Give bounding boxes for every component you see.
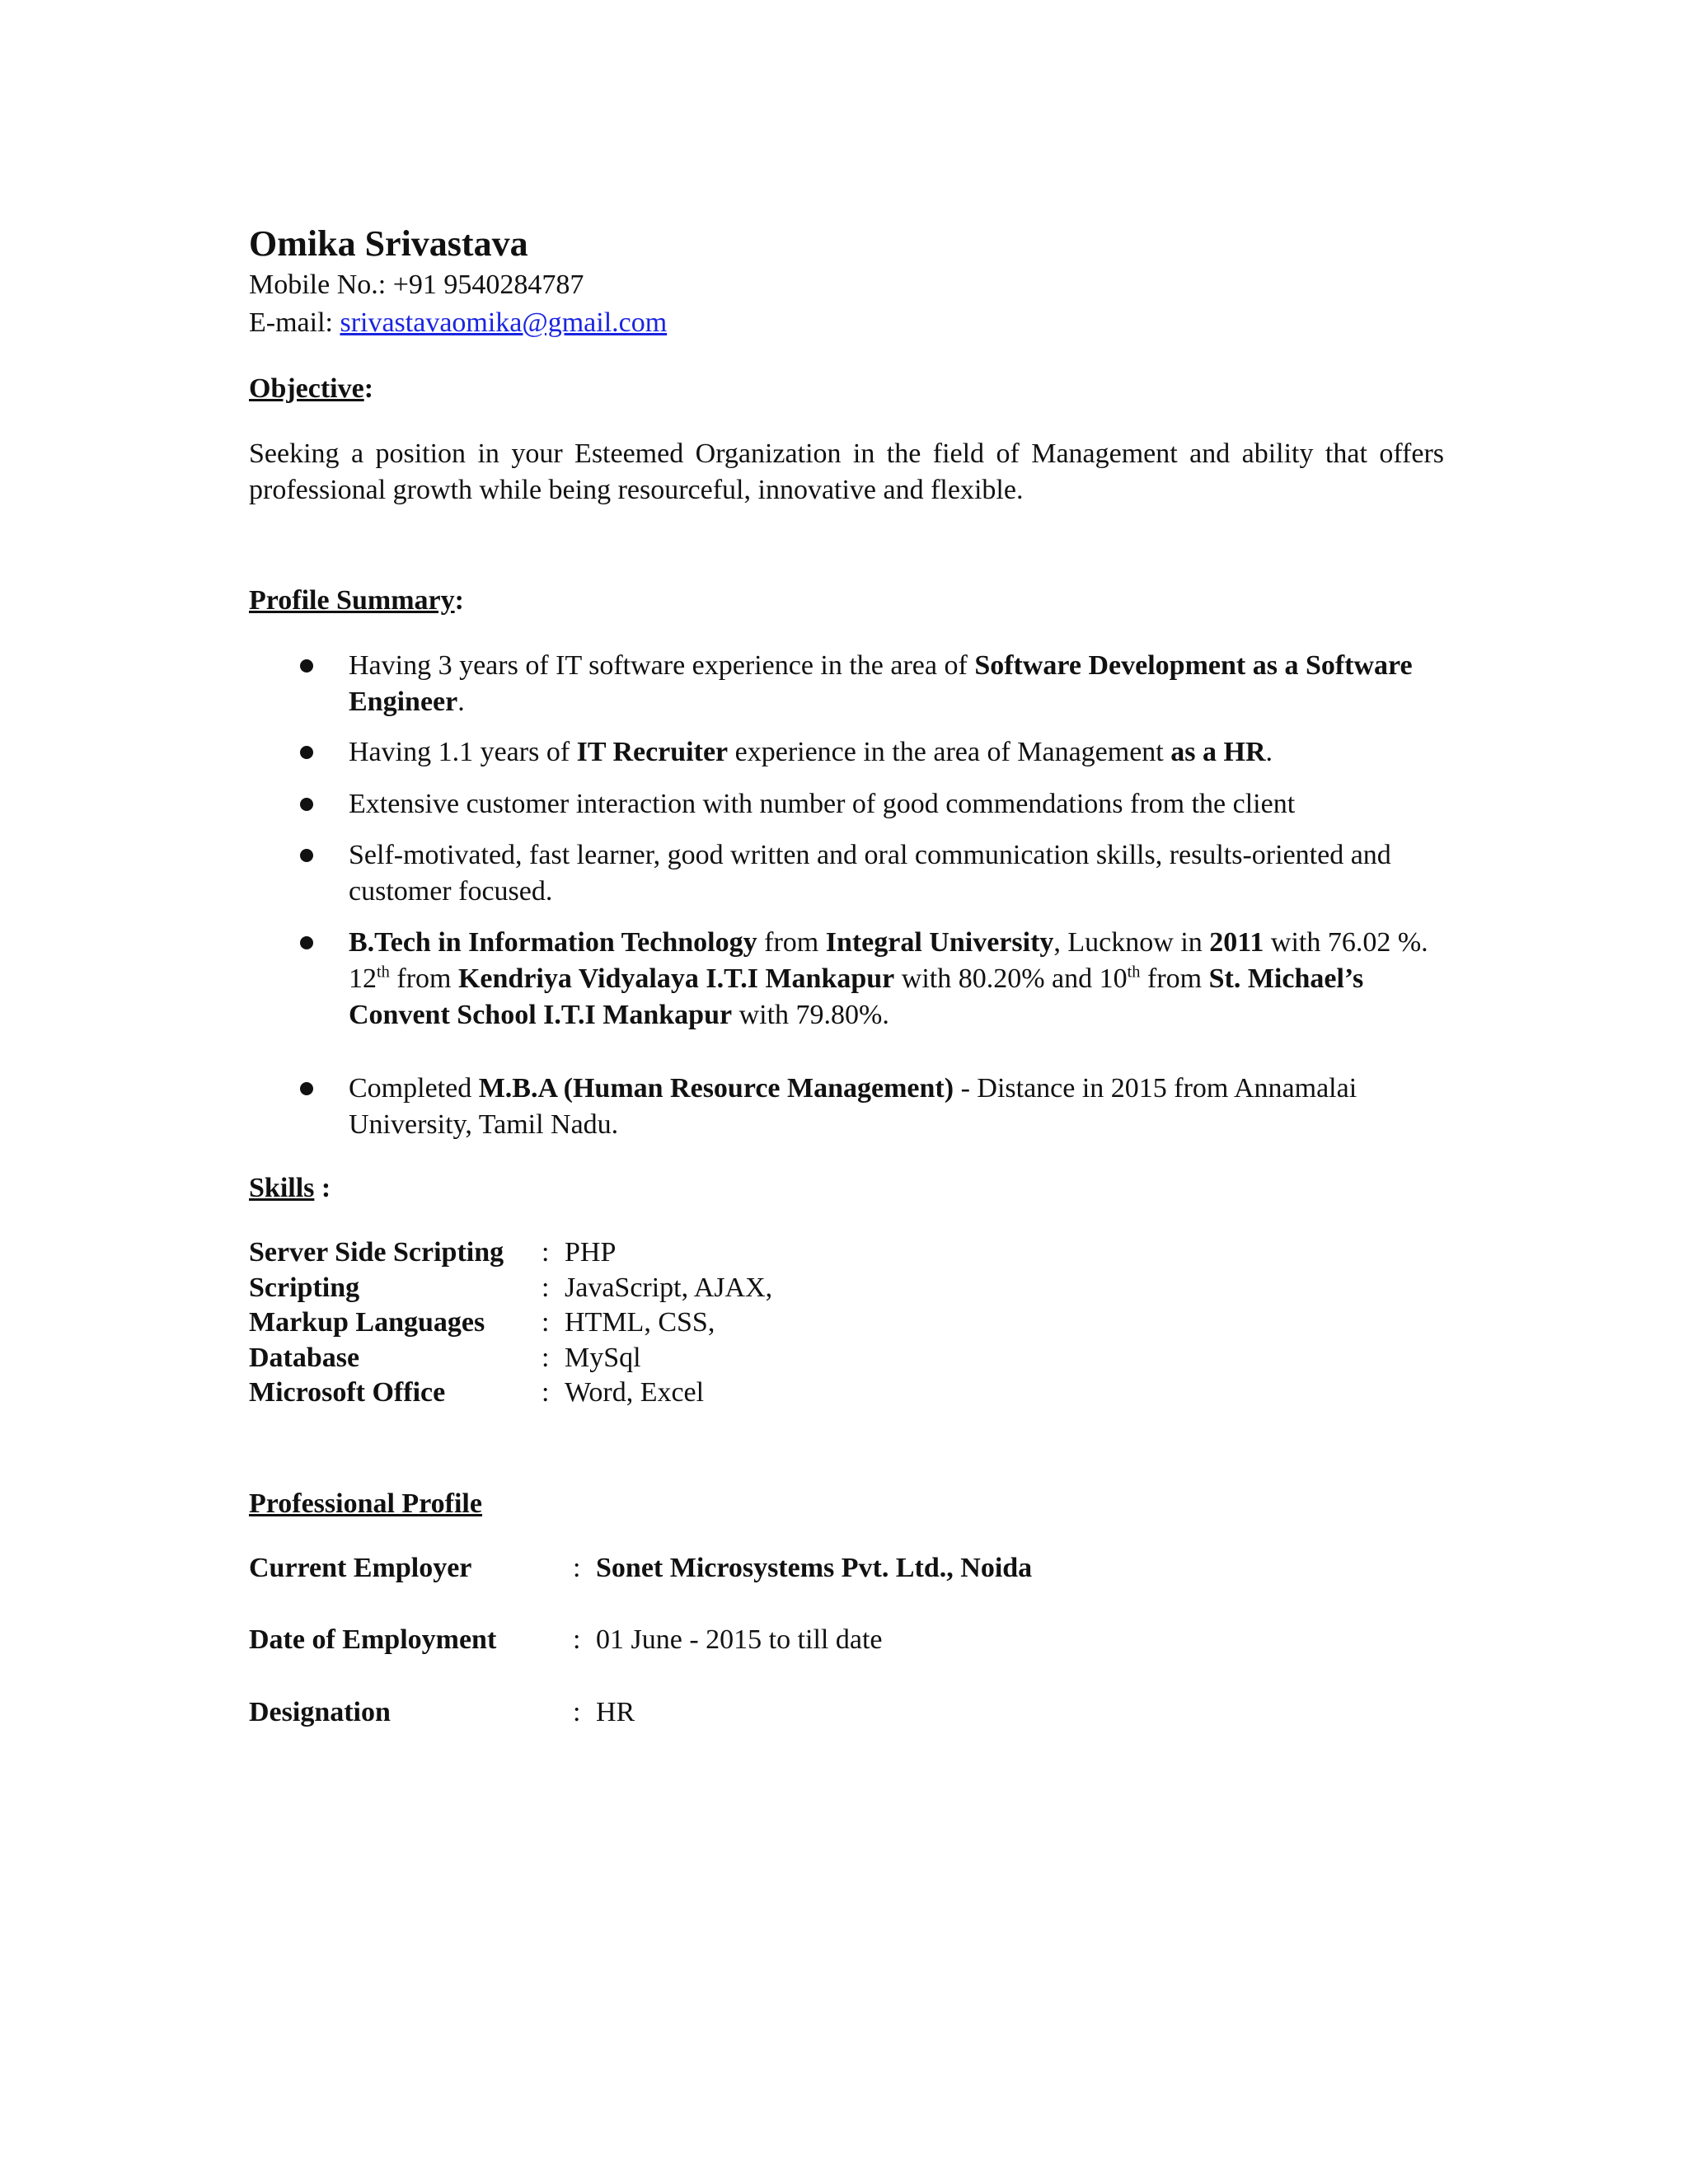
professional-profile-heading: Professional Profile (249, 1488, 482, 1519)
skill-row: Server Side Scripting : PHP (249, 1237, 617, 1268)
objective-text: Seeking a position in your Esteemed Organization in the field of Management and ability that offers professional growth while being resourceful, innovative and flexible. (249, 438, 1444, 505)
profile-row: Designation : HR (249, 1696, 635, 1727)
skill-row: Database : MySql (249, 1342, 641, 1373)
skill-row: Scripting : JavaScript, AJAX, (249, 1272, 773, 1303)
bullet-icon (300, 849, 313, 862)
list-item: Having 3 years of IT software experience in the area of Software Development as a Software Engineer. (249, 648, 1444, 720)
objective-heading: Objective: (249, 373, 374, 404)
mobile-number: +91 9540284787 (392, 269, 584, 300)
bullet-icon (300, 798, 313, 811)
list-item: Completed M.B.A (Human Resource Management) - Distance in 2015 from Annamalai University, Tamil Nadu. (249, 1071, 1444, 1143)
profile-row: Date of Employment : 01 June - 2015 to till date (249, 1624, 883, 1656)
skills-heading: Skills : (249, 1173, 331, 1204)
candidate-name: Omika Srivastava (249, 223, 528, 264)
mobile-line (249, 266, 1444, 304)
skill-row: Microsoft Office : Word, Excel (249, 1377, 705, 1408)
mobile-label: Mobile No.: (249, 269, 393, 300)
bullet-icon (300, 746, 313, 759)
email-label: E-mail: (249, 307, 340, 338)
profile-summary-heading: Profile Summary: (249, 584, 464, 616)
list-item: Extensive customer interaction with number of good commendations from the client (249, 786, 1444, 823)
profile-summary-list (249, 648, 1444, 1143)
skill-row: Markup Languages : HTML, CSS, (249, 1307, 715, 1338)
resume-content (249, 223, 1444, 1730)
list-item: B.Tech in Information Technology from Integral University, Lucknow in 2011 with 76.02 %. 12th from Kendriya Vidyalaya I.T.I Mankapur with 80.20% and 10th from St. Michael’s Convent School I.T.I Mankapur with 79.80%. (249, 925, 1444, 1034)
email-link[interactable]: srivastavaomika@gmail.com (340, 307, 668, 338)
list-item: Having 1.1 years of IT Recruiter experience in the area of Management as a HR. (249, 734, 1444, 771)
skills-table (249, 1235, 1444, 1411)
email-line (249, 304, 1444, 342)
bullet-icon (300, 936, 313, 949)
profile-row: Current Employer : Sonet Microsystems Pvt. Ltd., Noida (249, 1552, 1033, 1583)
bullet-icon (300, 1082, 313, 1095)
list-item: Self-motivated, fast learner, good written and oral communication skills, results-oriented and customer focused. (249, 837, 1444, 910)
professional-profile-table (249, 1551, 1444, 1731)
bullet-icon (300, 659, 313, 673)
